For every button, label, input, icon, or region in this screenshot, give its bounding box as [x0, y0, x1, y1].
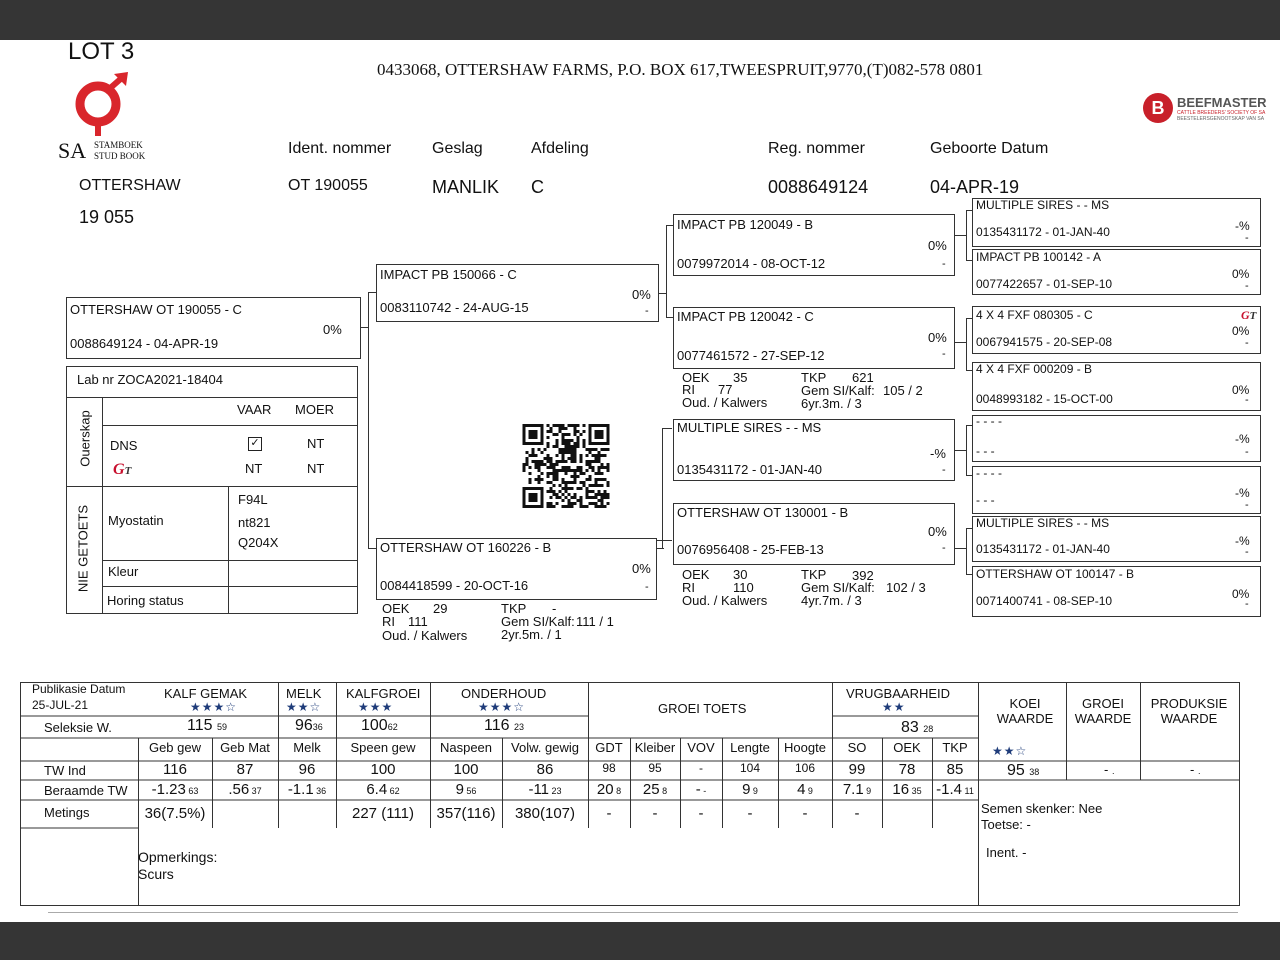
card-reg-date: 0088649124 - 04-APR-19: [70, 336, 219, 351]
card-percent: -%: [1235, 486, 1250, 500]
groei-waarde-header: GROEI WAARDE: [1074, 696, 1132, 726]
footer-line: [48, 912, 1238, 913]
gt-logo-icon: GT: [113, 461, 132, 478]
stat-ri-label: RI: [682, 580, 695, 595]
sa-logo-letters: SA: [58, 138, 87, 163]
seleksie-label: Seleksie W.: [44, 720, 112, 735]
tw-ind-label: TW Ind: [44, 763, 86, 778]
card-title: OTTERSHAW OT 100147 - B: [976, 567, 1135, 581]
divider: [102, 560, 357, 561]
groei-toets-header: GROEI TOETS: [658, 701, 747, 716]
sex-value: MANLIK: [432, 177, 500, 197]
card-percent: 0%: [1232, 587, 1250, 601]
column-header: TKP: [942, 740, 968, 755]
card-reg-date: 0067941575 - 20-SEP-08: [976, 335, 1113, 349]
beraamde-cell: 4 9: [797, 781, 813, 798]
column-header: SO: [847, 740, 867, 755]
card-title: MULTIPLE SIRES - - MS: [976, 516, 1110, 530]
pedigree-dam-card: [376, 538, 657, 600]
tw-cell: 85: [946, 761, 964, 778]
divider: [67, 397, 357, 398]
card-percent: 0%: [632, 287, 651, 302]
gt-moer-value: NT: [307, 461, 325, 476]
vrugbaarheid-header: VRUGBAARHEID: [846, 686, 951, 701]
beraamde-cell: 9 56: [455, 781, 477, 798]
ident-value: OT 190055: [288, 177, 368, 194]
stat-gem-label: Gem SI/Kalf:: [801, 383, 875, 398]
card-title: MULTIPLE SIRES - - MS: [677, 420, 822, 435]
stat-oek-value: 29: [433, 601, 448, 616]
card-dash: -: [1245, 232, 1249, 244]
card-percent: 0%: [928, 524, 947, 539]
card-reg-date: 0084418599 - 20-OCT-16: [380, 578, 529, 593]
card-title: OTTERSHAW OT 190055 - C: [70, 302, 242, 317]
pub-label: Publikasie Datum: [32, 682, 126, 696]
qr-code-icon: [522, 424, 610, 508]
dns-moer-value: NT: [307, 436, 325, 451]
beraamde-cell: -1.1 36: [287, 781, 327, 798]
pedigree-ss-card: [673, 214, 955, 276]
card-title: - - - -: [976, 414, 1002, 428]
stat-ri-value: 77: [718, 382, 733, 397]
moer-header: MOER: [295, 402, 334, 417]
tw-prod-value: - .: [1190, 762, 1201, 777]
connector: [954, 342, 966, 343]
connector: [360, 327, 368, 328]
card-title: - - - -: [976, 466, 1002, 480]
pedigree-sire-card: [376, 264, 659, 322]
pedigree-sd-card: [673, 307, 955, 369]
card-dash: -: [942, 348, 946, 360]
dd-stats: [682, 567, 952, 611]
tw-cell: 100: [370, 761, 396, 778]
beefmaster-b-icon: B: [1143, 93, 1173, 123]
column-header: GDT: [595, 740, 623, 755]
card-reg-date: 0135431172 - 01-JAN-40: [976, 225, 1110, 239]
card-percent: 0%: [1232, 324, 1250, 338]
reg-label: Reg. nommer: [768, 140, 865, 157]
column-header: Hoogte: [784, 740, 826, 755]
column-header: Geb Mat: [220, 740, 270, 755]
stat-oek-value: 35: [733, 370, 748, 385]
beefmaster-sub2: BEESTELERSGENOOTSKAP VAN SA: [1177, 116, 1265, 122]
koei-waarde-header: KOEI WAARDE: [996, 696, 1054, 726]
section-label: Afdeling: [531, 140, 589, 157]
reg-value: 0088649124: [768, 177, 869, 197]
card-reg-date: 0079972014 - 08-OCT-12: [677, 256, 826, 271]
ebv-table: [20, 682, 1240, 906]
card-percent: 0%: [632, 561, 651, 576]
stat-ri-label: RI: [682, 382, 695, 397]
onderhoud-stars: ★★★☆: [478, 700, 526, 714]
kalfgroei-header: KALFGROEI: [346, 686, 421, 701]
tw-cell: 98: [602, 761, 616, 775]
pedigree-g3-card-3: [972, 306, 1261, 354]
card-title: 4 X 4 FXF 000209 - B: [976, 362, 1093, 376]
opmerkings-label: Opmerkings:: [138, 849, 218, 865]
metings-cell: -: [854, 805, 860, 822]
beraamde-label: Beraamde TW: [44, 783, 128, 798]
column-header: Kleiber: [634, 740, 676, 755]
card-title: IMPACT PB 120042 - C: [677, 309, 814, 324]
beraamde-cell: .56 37: [228, 781, 262, 798]
tw-cell: 78: [898, 761, 916, 778]
divider: [102, 425, 357, 426]
tw-cell: 100: [453, 761, 479, 778]
metings-cell: -: [698, 805, 704, 822]
beraamde-cell: - -: [695, 781, 707, 798]
beraamde-cell: -1.23 63: [151, 781, 199, 798]
card-reg-date: 0071400741 - 08-SEP-10: [976, 594, 1113, 608]
stat-tkp-label: TKP: [501, 601, 527, 616]
card-reg-date: 0077422657 - 01-SEP-10: [976, 277, 1113, 291]
card-title: MULTIPLE SIRES - - MS: [976, 198, 1110, 212]
stat-oek-value: 30: [733, 567, 748, 582]
connector: [656, 540, 672, 541]
toetse-text: Toetse: -: [981, 817, 1031, 832]
column-header: VOV: [687, 740, 715, 755]
card-dash: -: [1245, 598, 1249, 610]
card-reg-date: 0077461572 - 27-SEP-12: [677, 348, 825, 363]
card-percent: -%: [1235, 534, 1250, 548]
column-header: Naspeen: [439, 740, 493, 755]
card-reg-date: 0076956408 - 25-FEB-13: [677, 542, 824, 557]
stat-oek-label: OEK: [682, 567, 710, 582]
produksie-waarde-header: PRODUKSIE WAARDE: [1150, 696, 1228, 726]
card-title: 4 X 4 FXF 080305 - C: [976, 308, 1093, 322]
card-percent: 0%: [1232, 267, 1250, 281]
connector: [662, 428, 672, 429]
card-title: OTTERSHAW OT 160226 - B: [380, 540, 552, 555]
pedigree-g3-card-1: [972, 198, 1261, 247]
gt-vaar-value: NT: [245, 461, 263, 476]
lot-label: LOT 3: [68, 38, 135, 65]
kleur-label: Kleur: [108, 564, 139, 579]
beraamde-cell: -11 23: [528, 781, 562, 798]
connector: [966, 528, 967, 574]
sa-logo-line1: STAMBOEK: [94, 140, 143, 150]
nie-getoets-label: NIE GETOETS: [75, 504, 91, 593]
divider: [228, 486, 229, 613]
vaar-header: VAAR: [237, 402, 272, 417]
stat-oek-label: OEK: [682, 370, 710, 385]
connector: [368, 548, 376, 549]
metings-cell: -: [747, 805, 753, 822]
beraamde-cell: 7.1 9: [842, 781, 872, 798]
beefmaster-logo: [1143, 92, 1268, 126]
top-bar: [0, 0, 1280, 40]
stat-oud-label: Oud. / Kalwers: [682, 593, 768, 608]
card-dash: -: [942, 542, 946, 554]
card-dash: -: [1245, 546, 1249, 558]
beraamde-cell: 20 8: [596, 781, 622, 798]
dna-panel: [66, 366, 358, 614]
tw-cell: 86: [536, 761, 554, 778]
lab-number: Lab nr ZOCA2021-18404: [77, 372, 223, 387]
card-title: IMPACT PB 150066 - C: [380, 267, 517, 282]
pedigree-g3-card-5: [972, 415, 1261, 462]
card-dash: -: [1245, 394, 1249, 406]
kalf-gemak-header: KALF GEMAK: [164, 686, 248, 701]
gt-logo-icon: GT: [1241, 308, 1257, 322]
card-reg-date: - - -: [976, 444, 995, 458]
metings-cell: 357(116): [436, 805, 496, 822]
beraamde-cell: 16 35: [892, 781, 922, 798]
stat-tkp-value: 621: [852, 370, 874, 385]
divider: [102, 397, 103, 613]
card-reg-date: 0048993182 - 15-OCT-00: [976, 392, 1113, 406]
metings-cell: 227 (111): [352, 805, 414, 822]
card-title: OTTERSHAW OT 130001 - B: [677, 505, 849, 520]
divider: [67, 486, 357, 487]
connector: [656, 548, 664, 549]
metings-cell: -: [606, 805, 612, 822]
myostatin-value-2: nt821: [238, 515, 271, 530]
tw-cell: 104: [739, 761, 761, 775]
koei-waarde-stars: ★★☆: [992, 744, 1028, 758]
column-header: Speen gew: [350, 740, 416, 755]
card-title: IMPACT PB 100142 - A: [976, 250, 1101, 264]
ident-label: Ident. nommer: [288, 140, 392, 157]
metings-cell: 36(7.5%): [144, 805, 206, 822]
beefmaster-word: BEEFMASTER: [1177, 95, 1267, 110]
stat-oud-value: 2yr.5m. / 1: [501, 627, 562, 642]
connector: [966, 318, 967, 370]
metings-cell: 380(107): [514, 805, 576, 822]
stat-oud-label: Oud. / Kalwers: [382, 628, 468, 643]
stat-oek-label: OEK: [382, 601, 410, 616]
card-dash: -: [645, 581, 649, 593]
connector: [966, 210, 967, 260]
opmerkings-value: Scurs: [138, 866, 174, 882]
stat-ri-value: 110: [733, 580, 754, 595]
metings-label: Metings: [44, 805, 90, 820]
card-percent: 0%: [1232, 383, 1250, 397]
connector: [954, 548, 966, 549]
stat-tkp-label: TKP: [801, 567, 827, 582]
melk-stars: ★★☆: [286, 700, 322, 714]
sa-studbook-logo: [58, 70, 158, 164]
connector: [954, 450, 966, 451]
dam-stats: [382, 601, 662, 646]
breeder-address: 0433068, OTTERSHAW FARMS, P.O. BOX 617,TWEESPRUIT,9770,(T)082-578 0801: [377, 60, 984, 79]
tw-cell: 96: [298, 761, 316, 778]
beraamde-cell: -1.4 11: [936, 781, 974, 798]
card-percent: 0%: [928, 238, 947, 253]
tw-cell: 106: [794, 761, 816, 775]
stat-gem-label: Gem SI/Kalf:: [501, 614, 575, 629]
stat-tkp-value: 392: [852, 568, 874, 583]
connector: [662, 428, 663, 548]
connector: [966, 425, 967, 475]
card-reg-date: 0135431172 - 01-JAN-40: [677, 462, 823, 477]
sex-label: Geslag: [432, 140, 483, 157]
column-header: Geb gew: [148, 740, 202, 755]
kalf-gemak-value: 115 59: [187, 717, 227, 734]
tw-cell: 95: [648, 761, 662, 775]
birth-label: Geboorte Datum: [930, 140, 1049, 157]
kalfgroei-value: 10062: [361, 717, 398, 734]
connector: [368, 292, 369, 548]
column-header: Volw. gewig: [511, 740, 579, 755]
card-dash: -: [1245, 499, 1249, 511]
card-dash: -: [942, 258, 946, 270]
sd-stats: [682, 370, 952, 414]
onderhoud-value: 116 23: [484, 717, 524, 734]
pedigree-g3-card-8: [972, 566, 1261, 617]
checkbox-icon: ✓: [248, 437, 262, 451]
connector: [954, 235, 966, 236]
pedigree-self-card: [66, 297, 361, 359]
pedigree-g3-card-6: [972, 466, 1261, 514]
sa-logo-line2: STUD BOOK: [94, 151, 146, 161]
section-value: C: [531, 177, 544, 197]
pedigree-g3-card-7: [972, 516, 1261, 562]
stat-ri-label: RI: [382, 614, 395, 629]
stat-oud-value: 4yr.7m. / 3: [801, 593, 862, 608]
beraamde-cell: 6.4 62: [366, 781, 400, 798]
card-reg-date: 0135431172 - 01-JAN-40: [976, 542, 1110, 556]
card-dash: -: [645, 305, 649, 317]
column-header: OEK: [893, 740, 921, 755]
card-reg-date: - - -: [976, 493, 995, 507]
card-dash: -: [942, 464, 946, 476]
vrugbaarheid-stars: ★★: [882, 700, 906, 714]
card-title: IMPACT PB 120049 - B: [677, 217, 814, 232]
tw-cell: -: [699, 761, 703, 775]
stat-oud-label: Oud. / Kalwers: [682, 395, 768, 410]
bottom-bar: [0, 922, 1280, 960]
kalf-gemak-stars: ★★★☆: [190, 700, 238, 714]
stat-gem-value: 105 / 2: [883, 383, 923, 398]
tw-cell: 116: [163, 761, 187, 778]
inent-text: Inent. -: [986, 845, 1027, 860]
connector: [658, 293, 666, 294]
vrugbaarheid-value: 83 28: [901, 719, 934, 736]
myostatin-value-3: Q204X: [238, 535, 279, 550]
card-reg-date: 0083110742 - 24-AUG-15: [380, 300, 529, 315]
column-header: Lengte: [730, 740, 770, 755]
card-percent: -%: [1235, 432, 1250, 446]
connector: [666, 225, 667, 317]
beraamde-cell: 9 9: [742, 781, 758, 798]
melk-header: MELK: [286, 686, 322, 701]
tw-cell: 99: [848, 761, 866, 778]
pedigree-ds-card: [673, 419, 955, 481]
qr-code[interactable]: [522, 424, 610, 508]
melk-value: 9636: [295, 717, 323, 734]
tw-cell: 87: [236, 761, 254, 778]
card-dash: -: [1245, 280, 1249, 292]
card-percent: -%: [930, 446, 946, 461]
semen-text: Semen skenker: Nee: [981, 801, 1103, 816]
card-percent: 0%: [928, 330, 947, 345]
card-dash: -: [1245, 446, 1249, 458]
pedigree-g3-card-2: [972, 249, 1261, 295]
tw-groei-value: - .: [1104, 762, 1115, 777]
ouerskap-label: Ouerskap: [77, 410, 93, 467]
column-header: Melk: [293, 740, 321, 755]
myostatin-value-1: F94L: [238, 492, 268, 507]
pedigree-g3-card-4: [972, 362, 1261, 411]
stat-gem-value: 102 / 3: [886, 580, 926, 595]
card-percent: -%: [1235, 219, 1250, 233]
connector: [368, 292, 376, 293]
divider: [102, 586, 357, 587]
stat-gem-value: 111 / 1: [576, 614, 614, 629]
metings-cell: -: [802, 805, 808, 822]
stat-oud-value: 6yr.3m. / 3: [801, 396, 862, 411]
dns-label: DNS: [110, 438, 138, 453]
onderhoud-header: ONDERHOUD: [461, 686, 547, 701]
animal-number: 19 055: [79, 207, 135, 227]
card-percent: 0%: [323, 322, 342, 337]
stat-tkp-value: -: [552, 601, 557, 616]
birth-value: 04-APR-19: [930, 177, 1020, 197]
beraamde-cell: 25 8: [642, 781, 668, 798]
pub-date: 25-JUL-21: [32, 698, 89, 712]
stat-ri-value: 111: [408, 614, 428, 629]
kalfgroei-stars: ★★★: [358, 700, 394, 714]
pedigree-dd-card: [673, 503, 955, 565]
horing-label: Horing status: [107, 593, 184, 608]
stat-gem-label: Gem SI/Kalf:: [801, 580, 875, 595]
animal-name: OTTERSHAW: [79, 177, 181, 194]
metings-cell: -: [652, 805, 658, 822]
myostatin-label: Myostatin: [108, 513, 164, 528]
studbook-symbol-icon: [68, 70, 138, 138]
stat-tkp-label: TKP: [801, 370, 827, 385]
card-dash: -: [1245, 337, 1249, 349]
tw-koei-value: 95 38: [1007, 762, 1040, 779]
beefmaster-sub1: CATTLE BREEDERS' SOCIETY OF SA: [1177, 110, 1266, 116]
